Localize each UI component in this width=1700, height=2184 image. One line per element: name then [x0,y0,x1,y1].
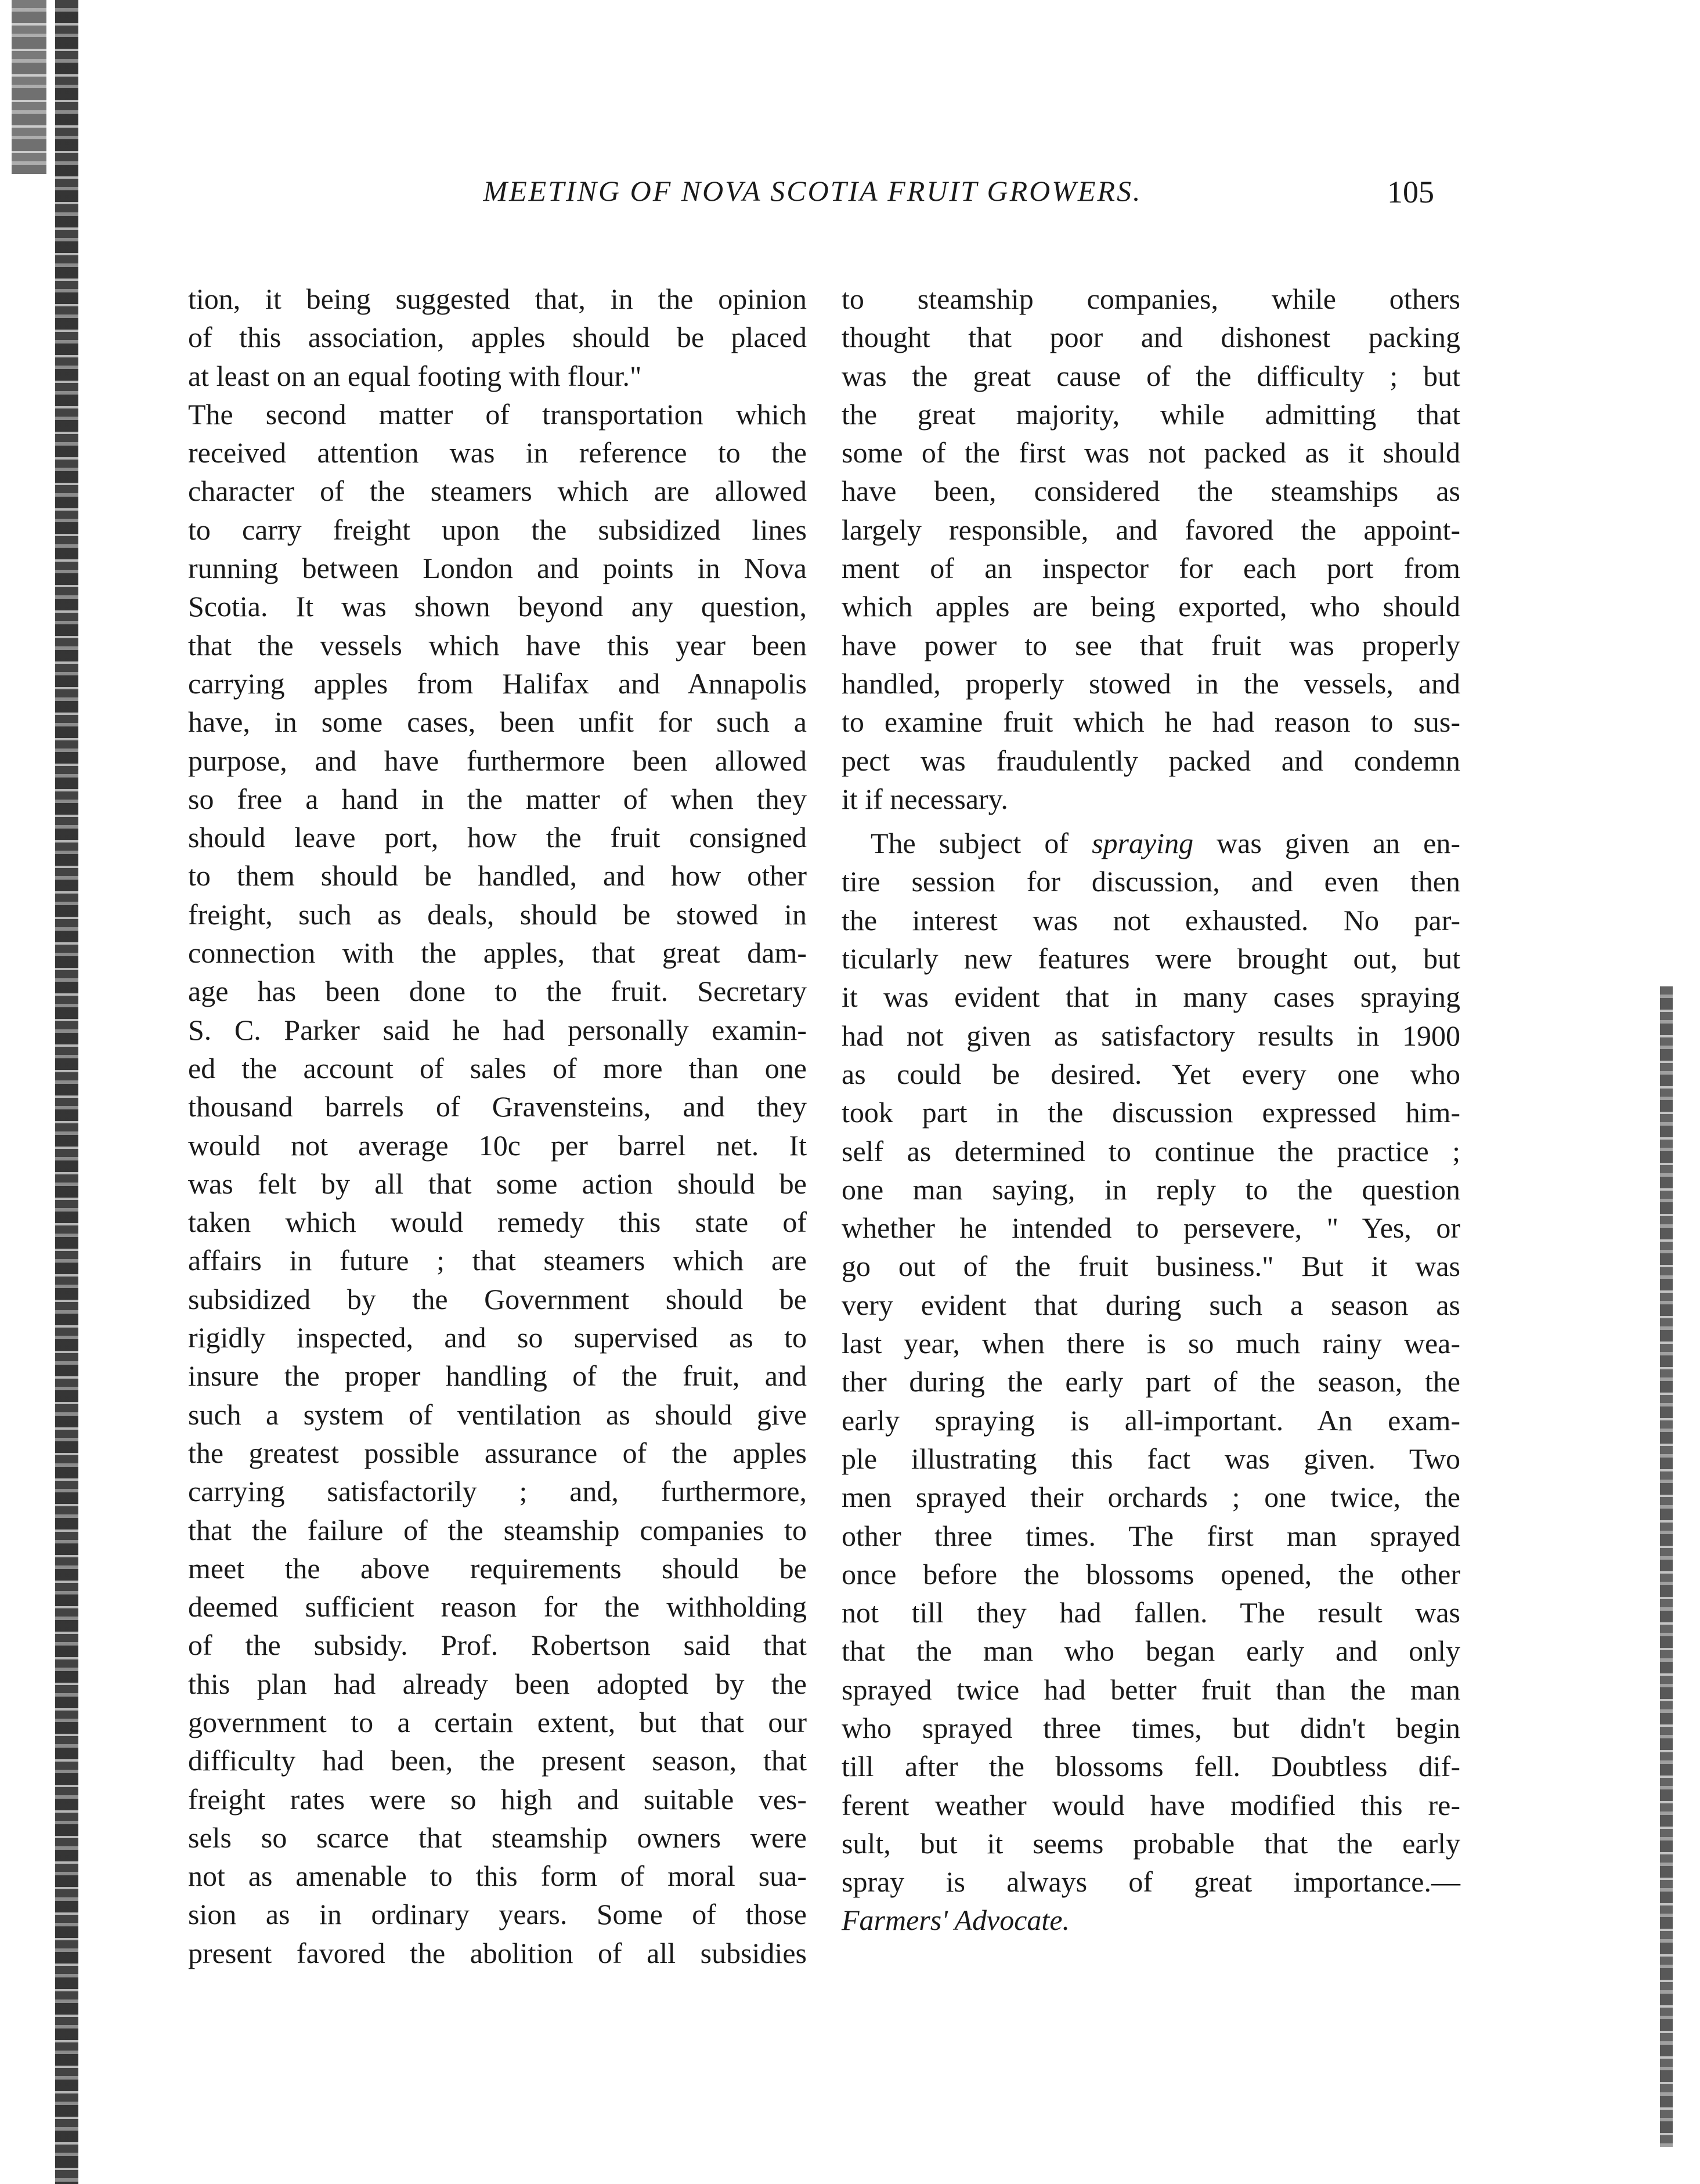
text-line [842,901,1460,939]
text-line [842,1863,1460,1901]
text-line [842,742,1460,780]
text-line: rigidly inspected, and so supervised as to [188,1321,807,1354]
text-line: would not average 10c per barrel net. It [188,1129,807,1162]
text-segment: to steamship companies, while others [842,283,1460,315]
text-line [842,1286,1460,1324]
text-segment: till after the blossoms fell. Doubtless dif- [842,1750,1460,1783]
text-line: taken which would remedy this state of [188,1206,807,1239]
text-line: present favored the abolition of all subsidies [188,1936,807,1969]
text-line: such a system of ventilation as should give [188,1398,807,1431]
text-segment: men sprayed their orchards ; one twice, the [842,1481,1460,1514]
text-line [842,1017,1460,1055]
text-segment: had not given as satisfactory results in 1900 [842,1019,1460,1052]
text-line: affairs in future ; that steamers which are [188,1244,807,1277]
text-segment: sprayed twice had better fruit than the man [842,1673,1460,1706]
text-segment: ther during the early part of the season, the [842,1365,1460,1398]
text-line [842,395,1460,433]
text-line [842,549,1460,587]
text-segment: that the man who began early and only [842,1635,1460,1668]
text-segment: one man saying, in reply to the question [842,1173,1460,1206]
text-segment: very evident that during such a season as [842,1288,1460,1321]
text-line: deemed sufficient reason for the withholding [188,1590,807,1623]
text-line: subsidized by the Government should be [188,1282,807,1315]
text-line: of the subsidy. Prof. Robertson said that [188,1629,807,1662]
text-line [842,664,1460,703]
text-segment: last year, when there is so much rainy wea- [842,1327,1460,1360]
text-segment: ple illustrating this fact was given. Two [842,1442,1460,1475]
text-line: Scotia. It was shown beyond any question, [188,590,807,623]
text-line: tion, it being suggested that, in the opinion [188,283,807,315]
paragraph [842,280,1460,818]
italic-text: spraying [1092,827,1194,860]
text-line: meet the above requirements should be [188,1552,807,1585]
text-segment: go out of the fruit business." But it was [842,1250,1460,1283]
text-segment: ferent weather would have modified this re- [842,1788,1460,1821]
text-line [842,1170,1460,1209]
text-segment: handled, properly stowed in the vessels, and [842,667,1460,700]
text-line [842,1517,1460,1555]
text-line: freight, such as deals, should be stowed in [188,898,807,931]
text-segment: have power to see that fruit was properly [842,628,1460,661]
text-line: this plan had already been adopted by the [188,1667,807,1700]
text-segment: The subject of [871,827,1092,860]
text-segment: pect was fraudulently packed and condemn [842,744,1460,777]
text-line: not as amenable to this form of moral sua- [188,1860,807,1893]
text-segment: have been, considered the steamships as [842,475,1460,508]
text-line [842,1324,1460,1362]
right-column [842,280,1460,1940]
text-line [842,1670,1460,1709]
text-line [842,1555,1460,1593]
text-line [842,511,1460,549]
text-line: ed the account of sales of more than one [188,1051,807,1084]
text-line: running between London and points in Nova [188,552,807,585]
text-segment: early spraying is all-important. An exam- [842,1404,1460,1437]
text-line [842,1093,1460,1131]
text-line [842,472,1460,510]
text-segment: tire session for discussion, and even then [842,865,1460,898]
text-segment: it was evident that in many cases spraying [842,981,1460,1014]
text-segment: sult, but it seems probable that the early [842,1827,1460,1860]
scan-binding-edge-top [12,0,46,174]
text-line [842,1901,1460,1939]
text-segment: ment of an inspector for each port from [842,552,1460,585]
text-line [842,1362,1460,1401]
text-line: connection with the apples, that great dam- [188,936,807,970]
paragraph [842,824,1460,1940]
text-segment: took part in the discussion expressed him- [842,1096,1460,1129]
text-line [842,824,1460,862]
text-line [842,280,1460,318]
text-segment: not till they had fallen. The result was [842,1596,1460,1629]
scan-page-edge-right [1660,986,1673,2147]
text-line: that the vessels which have this year been [188,628,807,661]
text-line [842,626,1460,664]
text-line: of this association, apples should be placed [188,321,807,354]
scan-binding-edge [55,0,78,2184]
text-line: character of the steamers which are allowed [188,475,807,508]
text-line: was felt by all that some action should be [188,1167,807,1200]
text-segment: whether he intended to persevere, " Yes, or [842,1212,1460,1245]
text-segment: the interest was not exhausted. No par- [842,903,1460,936]
text-line: S. C. Parker said he had personally examin- [188,1013,807,1046]
left-column [188,280,807,1972]
text-line [842,1132,1460,1170]
text-line: so free a hand in the matter of when they [188,782,807,815]
text-line [842,939,1460,978]
text-line [842,1747,1460,1785]
text-segment: ticularly new features were brought out, but [842,942,1460,975]
text-line: received attention was in reference to the [188,436,807,469]
text-line: carrying satisfactorily ; and, furthermore, [188,1475,807,1508]
text-line: sels so scarce that steamship owners were [188,1821,807,1854]
text-line [842,1440,1460,1478]
text-line [842,1055,1460,1093]
text-line [842,1593,1460,1632]
text-line [842,1824,1460,1863]
text-line: to carry freight upon the subsidized lines [188,513,807,546]
text-line: government to a certain extent, but that our [188,1705,807,1738]
text-line [842,1247,1460,1285]
text-line [842,1632,1460,1670]
text-line [842,433,1460,472]
text-line [842,703,1460,741]
text-line [842,978,1460,1016]
text-line: thousand barrels of Gravensteins, and they [188,1090,807,1123]
text-line [842,357,1460,395]
text-line: difficulty had been, the present season, that [188,1744,807,1777]
text-line: The second matter of transportation which [188,397,807,431]
text-line: that the failure of the steamship companies to [188,1513,807,1546]
text-line: to them should be handled, and how other [188,859,807,892]
text-line: sion as in ordinary years. Some of those [188,1898,807,1931]
text-segment: spray is always of great importance.— [842,1865,1460,1899]
text-line [842,318,1460,356]
text-segment: self as determined to continue the practice ; [842,1134,1460,1167]
text-line: have, in some cases, been unfit for such a [188,706,807,739]
text-line [842,1401,1460,1440]
text-segment: who sprayed three times, but didn't begin [842,1711,1460,1744]
text-line: should leave port, how the fruit consigned [188,821,807,854]
text-line: at least on an equal footing with flour." [188,359,642,392]
text-segment: the great majority, while admitting that [842,397,1460,431]
text-line: purpose, and have furthermore been allowed [188,744,807,777]
text-line: insure the proper handling of the fruit, and [188,1359,807,1393]
text-line: the greatest possible assurance of the apples [188,1436,807,1469]
text-line [842,862,1460,901]
text-segment: it if necessary. [842,782,1008,815]
text-line [842,1786,1460,1824]
text-line [842,1209,1460,1247]
italic-text: Farmers' Advocate. [842,1904,1070,1937]
paragraph-gap [842,818,1460,824]
text-segment: some of the first was not packed as it should [842,436,1460,469]
text-segment: once before the blossoms opened, the other [842,1557,1460,1590]
text-line [842,1478,1460,1516]
text-segment: as could be desired. Yet every one who [842,1057,1460,1090]
text-line: age has been done to the fruit. Secretary [188,975,807,1008]
text-segment: was given an en- [1193,827,1460,860]
text-segment: which apples are being exported, who should [842,590,1460,623]
running-title: MEETING OF NOVA SCOTIA FRUIT GROWERS. [483,175,1142,207]
text-segment: largely responsible, and favored the appoint- [842,513,1460,546]
text-line: freight rates were so high and suitable ves- [188,1782,807,1816]
page-number: 105 [1387,175,1434,209]
text-line: carrying apples from Halifax and Annapolis [188,667,807,700]
text-line [842,780,1460,818]
text-segment: other three times. The first man sprayed [842,1519,1460,1552]
text-line [842,1709,1460,1747]
text-line [842,587,1460,625]
text-segment: was the great cause of the difficulty ; but [842,359,1460,392]
text-segment: to examine fruit which he had reason to sus- [842,706,1460,739]
text-segment: thought that poor and dishonest packing [842,321,1460,354]
